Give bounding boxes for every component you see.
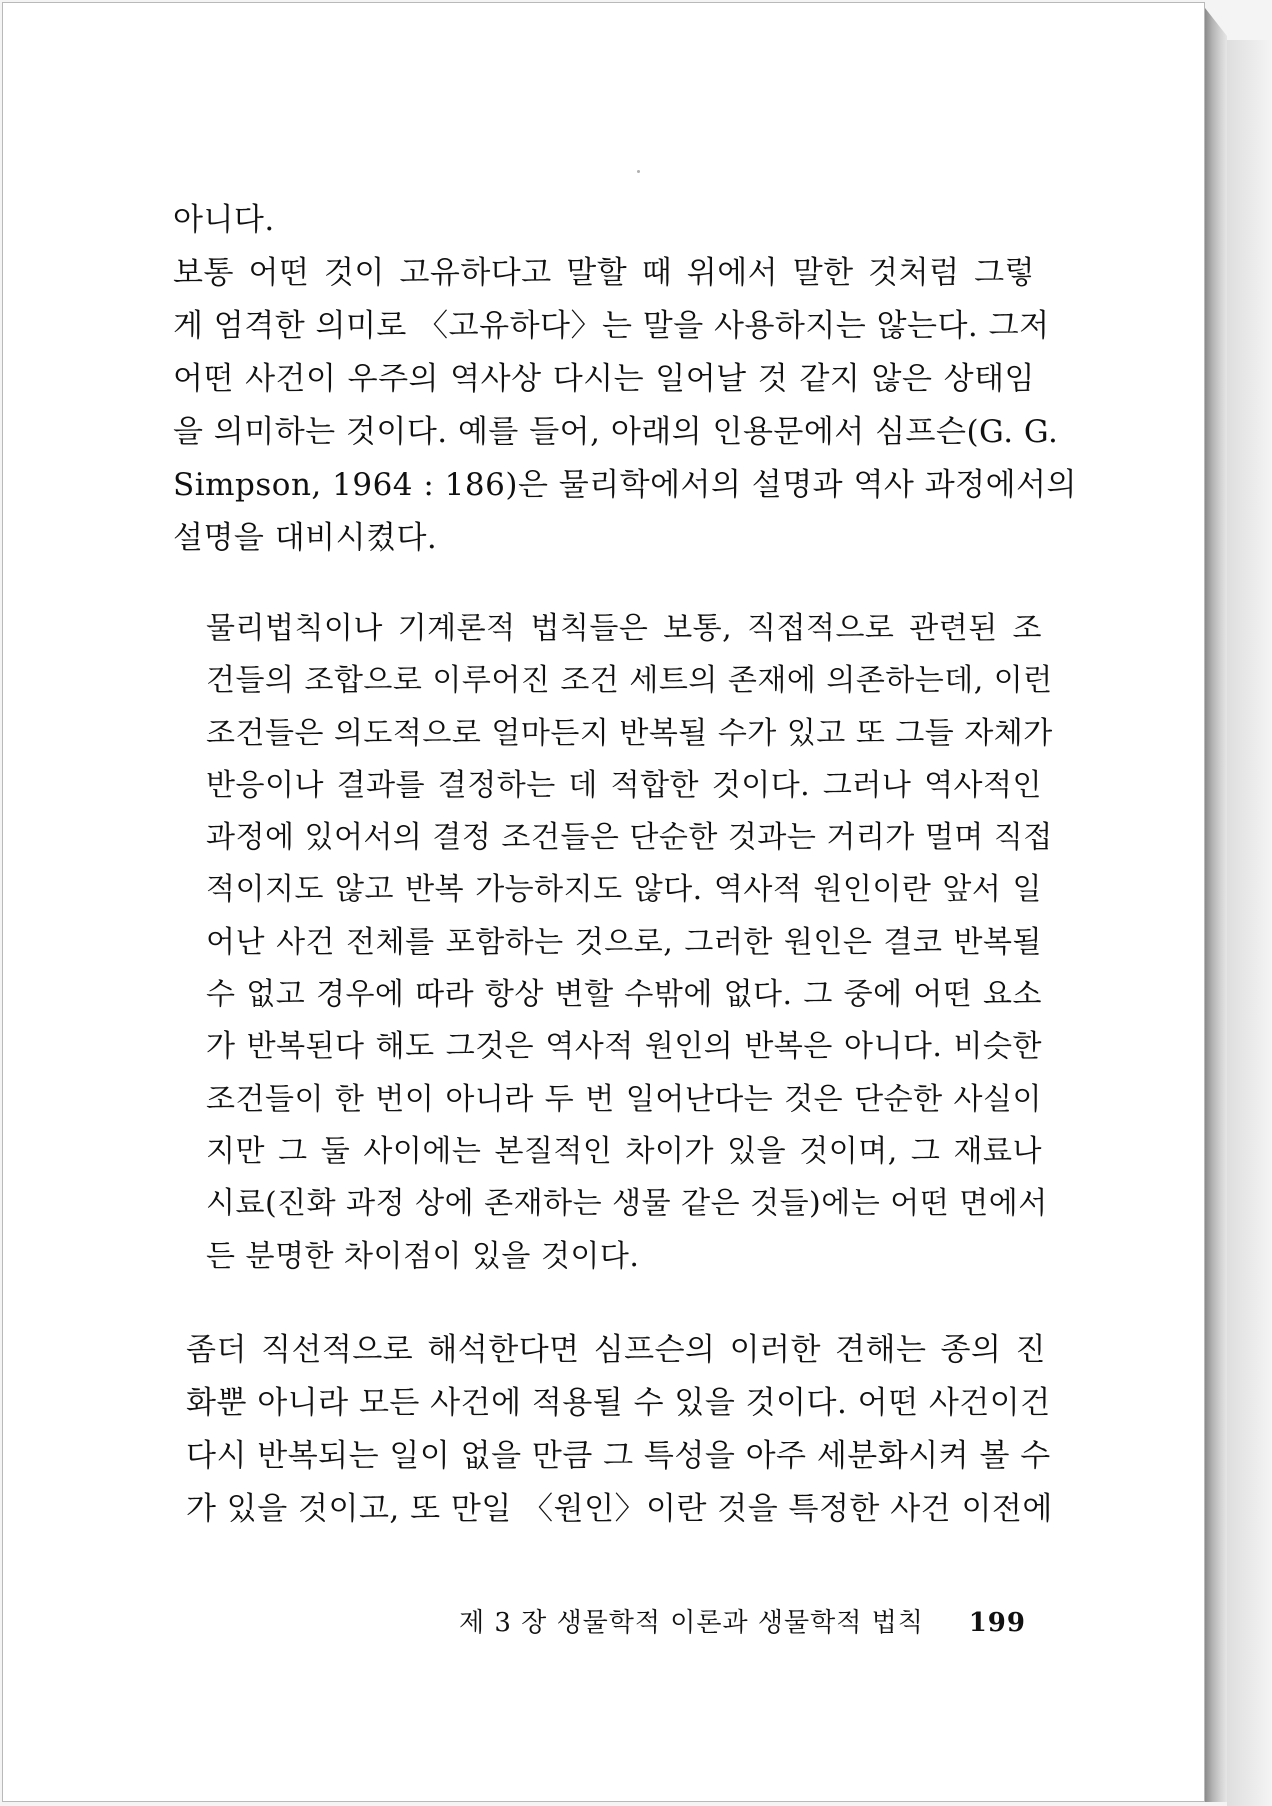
- text-line: 설명을 대비시켰다.: [173, 520, 438, 556]
- quote-line: 과정에 있어서의 결정 조건들은 단순한 것과는 거리가 멀며 직접: [206, 820, 1053, 856]
- quote-line: 조건들이 한 번이 아니라 두 번 일어난다는 것은 단순한 사실이: [206, 1081, 1042, 1117]
- quote-line: 조건들은 의도적으로 얼마든지 반복될 수가 있고 또 그들 자체가: [206, 715, 1053, 751]
- text-line: 을 의미하는 것이다. 예를 들어, 아래의 인용문에서 심프슨(G. G.: [173, 414, 1059, 450]
- book-edge: [1205, 8, 1227, 1802]
- page-edge-shadow: [1227, 40, 1272, 1806]
- text-line: 보통 어떤 것이 고유하다고 말할 때 위에서 말한 것처럼 그렇: [173, 255, 1035, 291]
- text-line: 어떤 사건이 우주의 역사상 다시는 일어날 것 같지 않은 상태임: [173, 361, 1035, 397]
- quote-line: 수 없고 경우에 따라 항상 변할 수밖에 없다. 그 중에 어떤 요소: [206, 977, 1042, 1013]
- quote-line: 어난 사건 전체를 포함하는 것으로, 그러한 원인은 결코 반복될: [206, 924, 1042, 960]
- speck: [637, 170, 640, 173]
- page-number: 199: [968, 1608, 1026, 1638]
- text-line: 게 엄격한 의미로 〈고유하다〉는 말을 사용하지는 않는다. 그저: [173, 308, 1050, 344]
- quote-line: 건들의 조합으로 이루어진 조건 세트의 존재에 의존하는데, 이런: [206, 663, 1053, 699]
- quote-line: 적이지도 않고 반복 가능하지도 않다. 역사적 원인이란 앞서 일: [206, 872, 1042, 908]
- quote-line: 든 분명한 차이점이 있을 것이다.: [206, 1238, 640, 1274]
- paragraph-3: [186, 1324, 1053, 1536]
- text-line: 좀더 직선적으로 해석한다면 심프슨의 이러한 견해는 종의 진: [186, 1332, 1046, 1368]
- text-line: Simpson, 1964 : 186)은 물리학에서의 설명과 역사 과정에서의: [173, 467, 1077, 503]
- text-line: 가 있을 것이고, 또 만일 〈원인〉이란 것을 특정한 사건 이전에: [186, 1491, 1053, 1527]
- running-footer: [459, 1602, 1026, 1639]
- quote-line: 시료(진화 과정 상에 존재하는 생물 같은 것들)에는 어떤 면에서: [206, 1186, 1048, 1222]
- paragraph-1: [173, 194, 1077, 565]
- quote-line: 지만 그 둘 사이에는 본질적인 차이가 있을 것이며, 그 재료나: [206, 1133, 1042, 1169]
- quote-line: 반응이나 결과를 결정하는 데 적합한 것이다. 그러나 역사적인: [206, 767, 1042, 803]
- block-quote: [206, 603, 1053, 1283]
- text-line: 화뿐 아니라 모든 사건에 적용될 수 있을 것이다. 어떤 사건이건: [186, 1385, 1051, 1421]
- quote-line: 물리법칙이나 기계론적 법칙들은 보통, 직접적으로 관련된 조: [206, 611, 1042, 646]
- quote-line: 가 반복된다 해도 그것은 역사적 원인의 반복은 아니다. 비슷한: [206, 1029, 1042, 1065]
- text-line: 다시 반복되는 일이 없을 만큼 그 특성을 아주 세분화시켜 볼 수: [186, 1438, 1051, 1474]
- text-line: 아니다.: [173, 202, 275, 238]
- chapter-title: 제 3 장 생물학적 이론과 생물학적 법칙: [459, 1608, 924, 1638]
